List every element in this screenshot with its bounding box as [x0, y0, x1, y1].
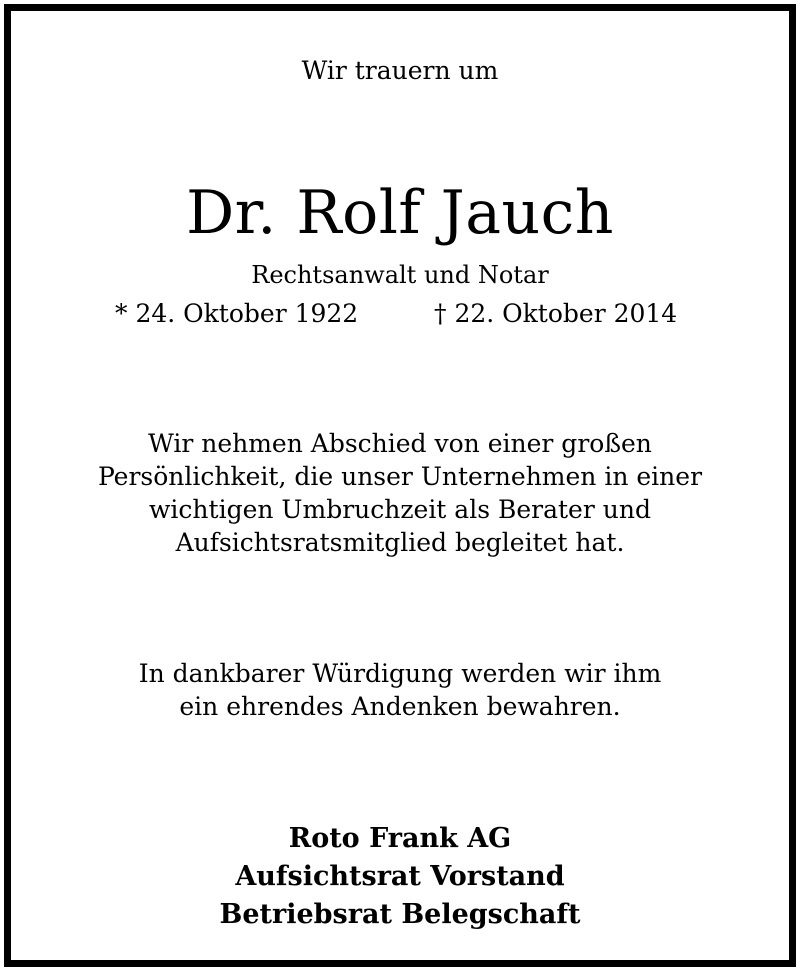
birth-date: * 24. Oktober 1922	[115, 299, 359, 328]
gratitude-line: ein ehrendes Andenken bewahren.	[179, 692, 621, 721]
signature-company: Roto Frank AG	[288, 823, 512, 854]
gratitude-line: In dankbarer Würdigung werden wir ihm	[138, 659, 662, 688]
tribute-line: Wir nehmen Abschied von einer großen	[148, 429, 652, 458]
tribute-line: Persönlichkeit, die unser Unternehmen in einer	[97, 462, 703, 491]
obituary-frame	[4, 4, 796, 967]
death-date: † 22. Oktober 2014	[434, 299, 678, 328]
life-dates	[11, 299, 789, 329]
signature-boards: Aufsichtsrat Vorstand	[235, 861, 565, 892]
signature-staff: Betriebsrat Belegschaft	[219, 899, 581, 930]
intro-text: Wir trauern um	[301, 56, 499, 85]
tribute-line: wichtigen Umbruchzeit als Berater und	[149, 495, 651, 524]
tribute-line: Aufsichtsratsmitglied begleitet hat.	[175, 528, 625, 557]
profession-text: Rechtsanwalt und Notar	[251, 261, 549, 289]
deceased-name: Dr. Rolf Jauch	[186, 178, 614, 248]
